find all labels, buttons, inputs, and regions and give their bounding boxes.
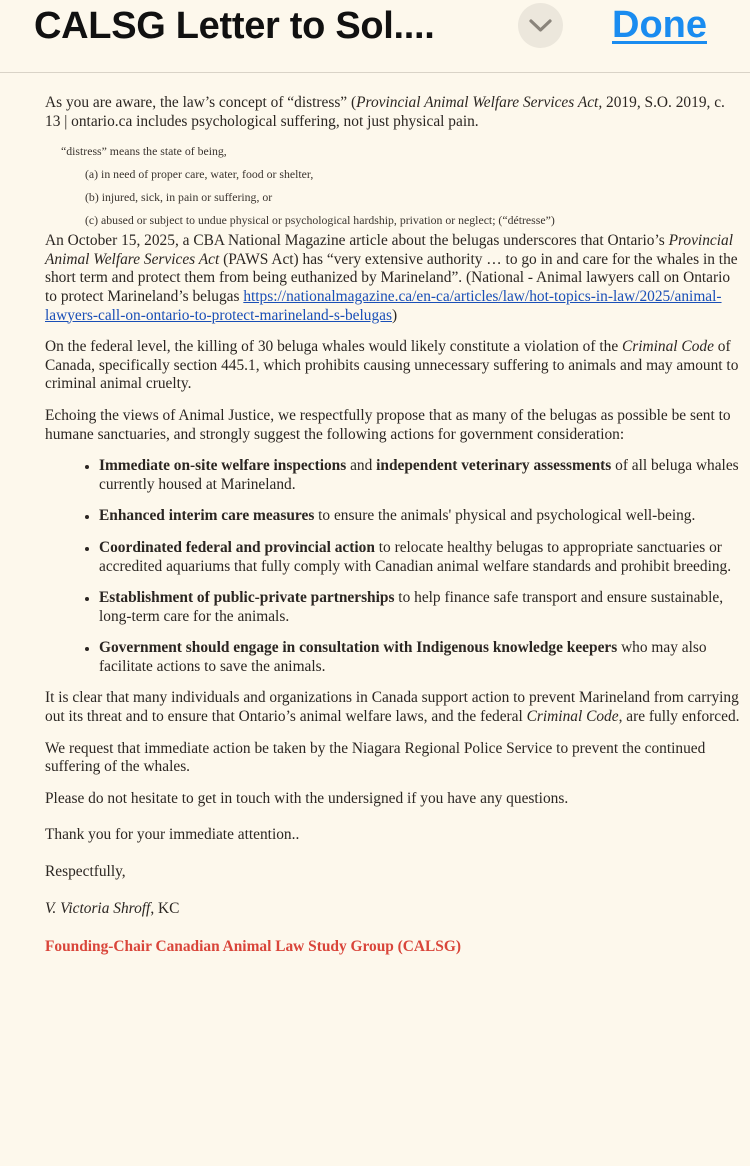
paragraph-support: It is clear that many individuals and organizations in Canada support action to prevent Marineland from carrying out its threat and to ensure that Ontario’s animal welfare laws, and the federal Criminal Code, are fully enforced. bbox=[45, 689, 740, 726]
list-item: • Government should engage in consultation with Indigenous knowledge keepers who may also facilitate actions to save the animals. bbox=[99, 639, 742, 676]
paragraph-request: We request that immediate action be taken by the Niagara Regional Police Service to prevent the continued suffering of the whales. bbox=[45, 739, 706, 776]
definition-item-a: (a) in need of proper care, water, food or shelter, bbox=[85, 167, 314, 182]
paragraph-proposal: Echoing the views of Animal Justice, we respectfully propose that as many of the belugas as possible be sent to humane sanctuaries, and strongly suggest the following actions for government consideration: bbox=[45, 406, 731, 443]
done-button[interactable]: Done bbox=[612, 4, 707, 46]
action-list bbox=[45, 457, 742, 676]
paragraph-cba-article: An October 15, 2025, a CBA National Magazine article about the belugas underscores that Ontario’s Provincial Animal Welfare Services Act (PAWS Act) has “very extensive authority … to go in and care for the whales in the short term and protect them from being euthanized by Marineland”. (National - Animal lawyers call on Ontario to protect Marineland’s belugas https://nationalmagazine.ca/en-ca/articles/law/hot-topics-in-law/2025/animal-lawyers-call-on-ontario-to-protect-marineland-s-belugas) bbox=[45, 232, 738, 324]
top-bar bbox=[0, 0, 750, 73]
paragraph-federal: On the federal level, the killing of 30 beluga whales would likely constitute a violation of the Criminal Code of Canada, specifically section 445.1, which prohibits causing unnecessary suffering to animals and may amount to criminal animal cruelty. bbox=[45, 338, 739, 393]
paragraph-thanks: Thank you for your immediate attention.. bbox=[45, 826, 300, 844]
signature: V. Victoria Shroff bbox=[45, 899, 151, 917]
paragraph-distress: As you are aware, the law’s concept of “distress” (Provincial Animal Welfare Services Act, 2019, S.O. 2019, c. 13 | ontario.ca includes psychological suffering, not just physical pain. bbox=[45, 94, 725, 130]
article-link[interactable]: https://nationalmagazine.ca/en-ca/articles/law/hot-topics-in-law/2025/animal-lawyers-call-on-ontario-to-protect-marineland-s-belugas bbox=[45, 287, 722, 324]
list-item: • Coordinated federal and provincial action to relocate healthy belugas to appropriate sanctuaries or accredited aquariums that fully comply with Canadian animal welfare standards and prohibit breeding. bbox=[99, 539, 742, 576]
list-item: • Immediate on-site welfare inspections and independent veterinary assessments of all beluga whales currently housed at Marineland. bbox=[99, 457, 742, 494]
list-item: • Enhanced interim care measures to ensure the animals' physical and psychological well-being. bbox=[99, 507, 742, 526]
definition-intro: “distress” means the state of being, bbox=[61, 144, 227, 159]
definition-item-b: (b) injured, sick, in pain or suffering, or bbox=[85, 190, 273, 205]
definition-item-c: (c) abused or subject to undue physical or psychological hardship, privation or neglect; (“détresse”) bbox=[85, 213, 555, 228]
chevron-down-icon bbox=[529, 16, 552, 36]
signatory-title: Founding-Chair Canadian Animal Law Study Group (CALSG) bbox=[45, 938, 461, 956]
title-menu-button[interactable] bbox=[518, 3, 563, 48]
closing: Respectfully, bbox=[45, 863, 126, 881]
signature-line: V. Victoria Shroff, KC bbox=[45, 899, 180, 917]
letter-body bbox=[45, 94, 742, 970]
paragraph-contact: Please do not hesitate to get in touch with the undersigned if you have any questions. bbox=[45, 789, 569, 807]
document-title: CALSG Letter to Sol.... bbox=[34, 5, 435, 47]
list-item: • Establishment of public-private partnerships to help finance safe transport and ensure sustainable, long-term care for the animals. bbox=[99, 589, 742, 626]
